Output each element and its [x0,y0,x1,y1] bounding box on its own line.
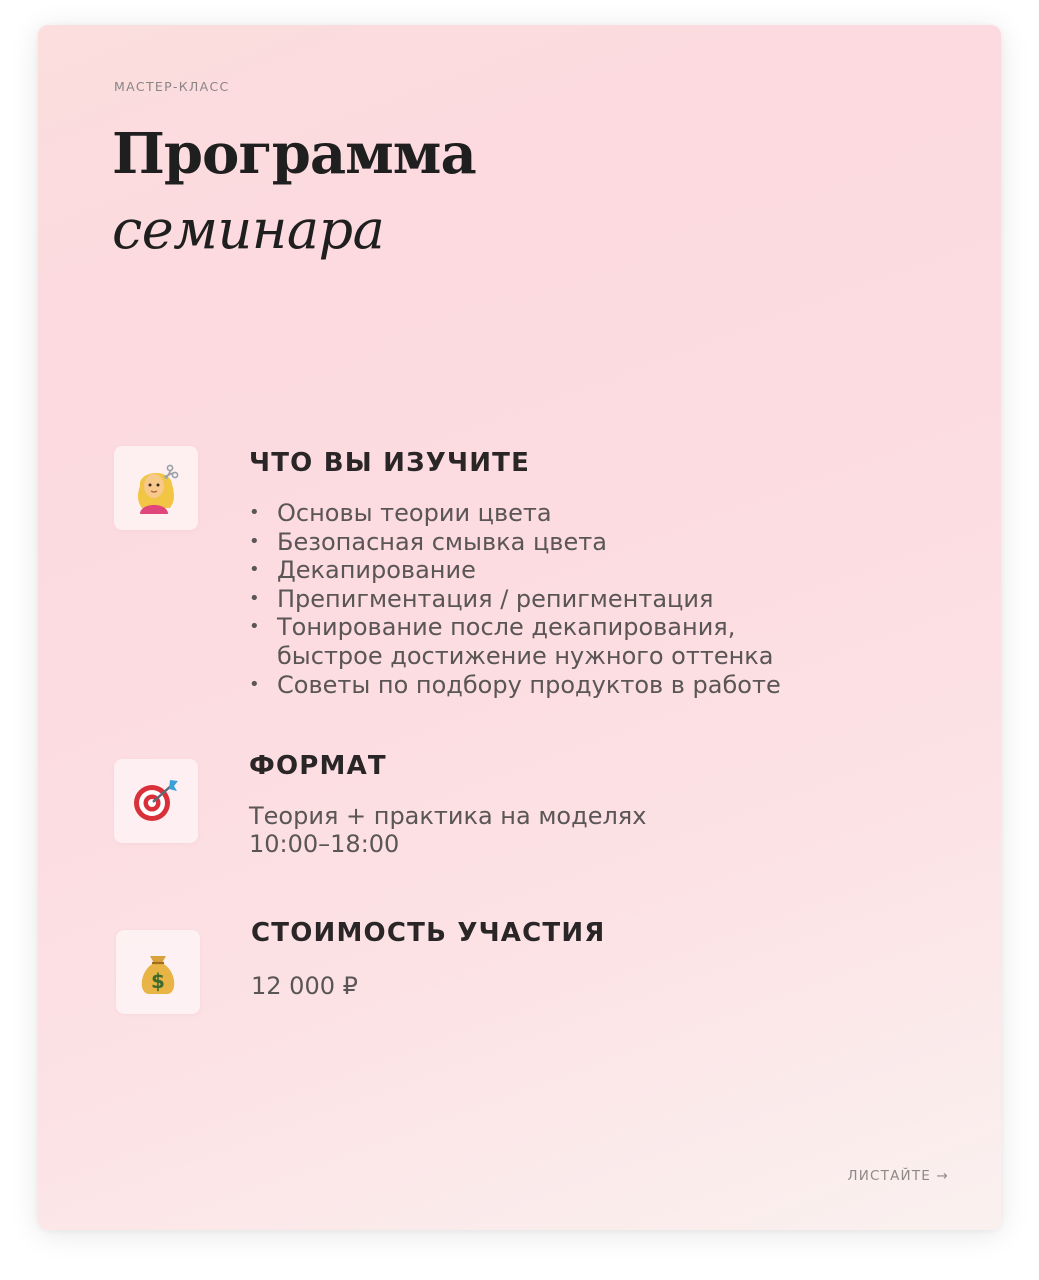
svg-text:$: $ [151,969,165,993]
learn-list [249,499,781,699]
section-icon-box [114,759,198,843]
list-item: • Основы теории цвета [249,499,781,528]
section-icon-box [116,930,200,1014]
section-title-learn: ЧТО ВЫ ИЗУЧИТЕ [249,448,531,478]
price-value: 12 000 ₽ [251,972,358,1000]
page-subtitle: семинара [112,198,385,261]
section-title-format: ФОРМАТ [249,751,387,781]
program-card [38,25,1001,1230]
list-item: • Препигментация / репигментация [249,585,781,614]
format-description: Теория + практика на моделях [249,802,647,830]
list-item: • Декапирование [249,556,781,585]
list-item: • Советы по подбору продуктов в работе [249,671,781,700]
list-item: • Тонирование после декапирования, быстрое достижение нужного оттенка [249,613,781,670]
section-icon-box [114,446,198,530]
eyebrow-label: МАСТЕР-КЛАСС [114,79,230,94]
target-dart-icon [130,775,182,827]
money-bag-icon [132,946,184,998]
scroll-hint[interactable]: ЛИСТАЙТЕ → [847,1168,949,1184]
section-title-price: СТОИМОСТЬ УЧАСТИЯ [251,918,606,948]
format-time: 10:00–18:00 [249,830,400,858]
hairdresser-woman-icon [130,462,182,514]
page-title: Программа [112,121,476,187]
list-item: • Безопасная смывка цвета [249,528,781,557]
